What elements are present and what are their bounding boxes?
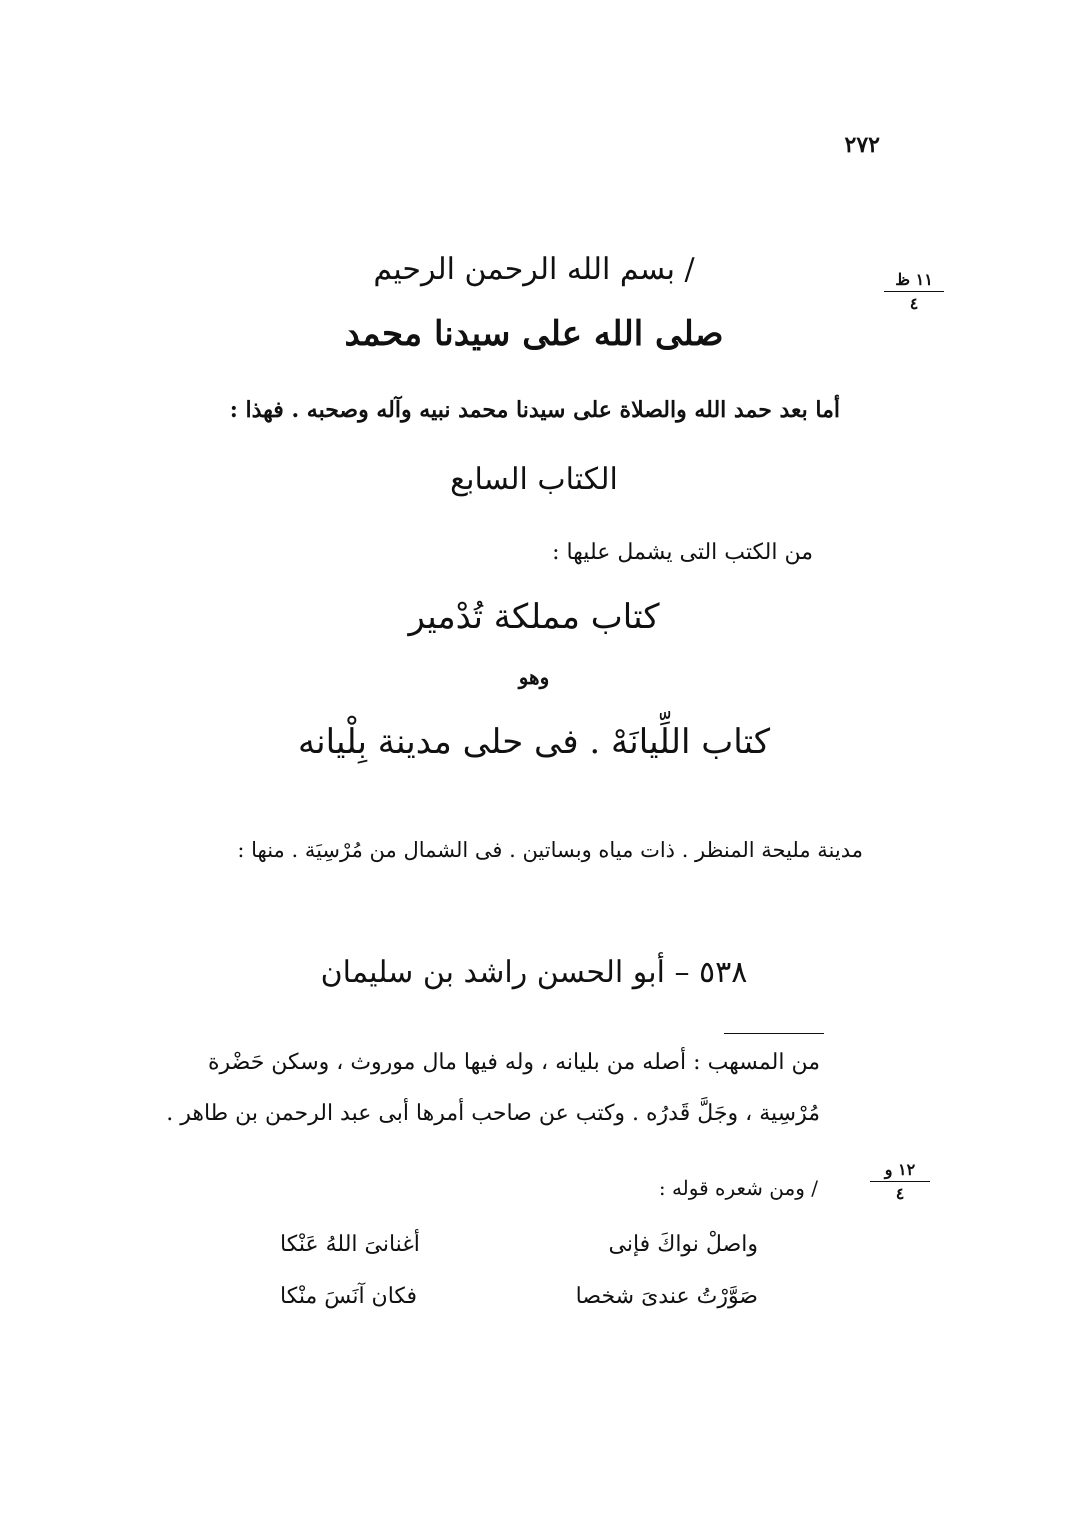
verse-1-first-hemistich: واصلْ نواكَ فإنى bbox=[608, 1232, 758, 1257]
basmala: / بسم الله الرحمن الرحيم bbox=[373, 252, 695, 287]
page-number: ٢٧٢ bbox=[844, 132, 880, 158]
margin-note-top: ١٢ و bbox=[870, 1160, 930, 1182]
city-description: مدينة مليحة المنظر . ذات مياه وبساتين . فى الشمال من مُرْسِيَة . منها : bbox=[237, 838, 863, 862]
verse-1-second-hemistich: أغنانىَ اللهُ عَنْكا bbox=[280, 1232, 420, 1257]
source-line-2: مُرْسِية ، وجَلَّ قَدرُه . وكتب عن صاحب أمرها أبى عبد الرحمن بن طاهر . bbox=[166, 1101, 820, 1126]
source-rule bbox=[724, 1033, 824, 1034]
intro-line: أما بعد حمد الله والصلاة على سيدنا محمد نبيه وآله وصحبه . فهذا : bbox=[229, 397, 840, 423]
poetry-intro: / ومن شعره قوله : bbox=[658, 1176, 818, 1200]
margin-note-bottom: ٤ bbox=[909, 294, 919, 313]
kingdom-title: كتاب مملكة تُدْمير bbox=[408, 597, 660, 637]
verse-2-second-hemistich: فكان آنَسَ منْكا bbox=[280, 1284, 418, 1309]
and-it-is: وهو bbox=[518, 665, 550, 689]
verse-line-2 bbox=[0, 1284, 1068, 1324]
source-line-1: من المسهب : أصله من بليانه ، وله فيها مال موروث ، وسكن حَضْرة bbox=[207, 1050, 820, 1075]
entry-heading: ٥٣٨ – أبو الحسن راشد بن سليمان bbox=[320, 955, 748, 990]
margin-note-folio-12 bbox=[870, 1160, 930, 1203]
verse-line-1 bbox=[0, 1232, 1068, 1272]
book-title: الكتاب السابع bbox=[450, 462, 618, 497]
margin-note-top: ١١ ظ bbox=[884, 270, 944, 292]
verse-2-first-hemistich: صَوَّرْتُ عندىَ شخصا bbox=[575, 1284, 758, 1309]
salutation: صلى الله على سيدنا محمد bbox=[344, 314, 724, 354]
books-intro: من الكتب التى يشمل عليها : bbox=[552, 540, 813, 565]
margin-note-bottom: ٤ bbox=[895, 1184, 905, 1203]
city-book-title: كتاب اللِّيانَهْ . فى حلى مدينة بِلْيانه bbox=[297, 722, 771, 762]
